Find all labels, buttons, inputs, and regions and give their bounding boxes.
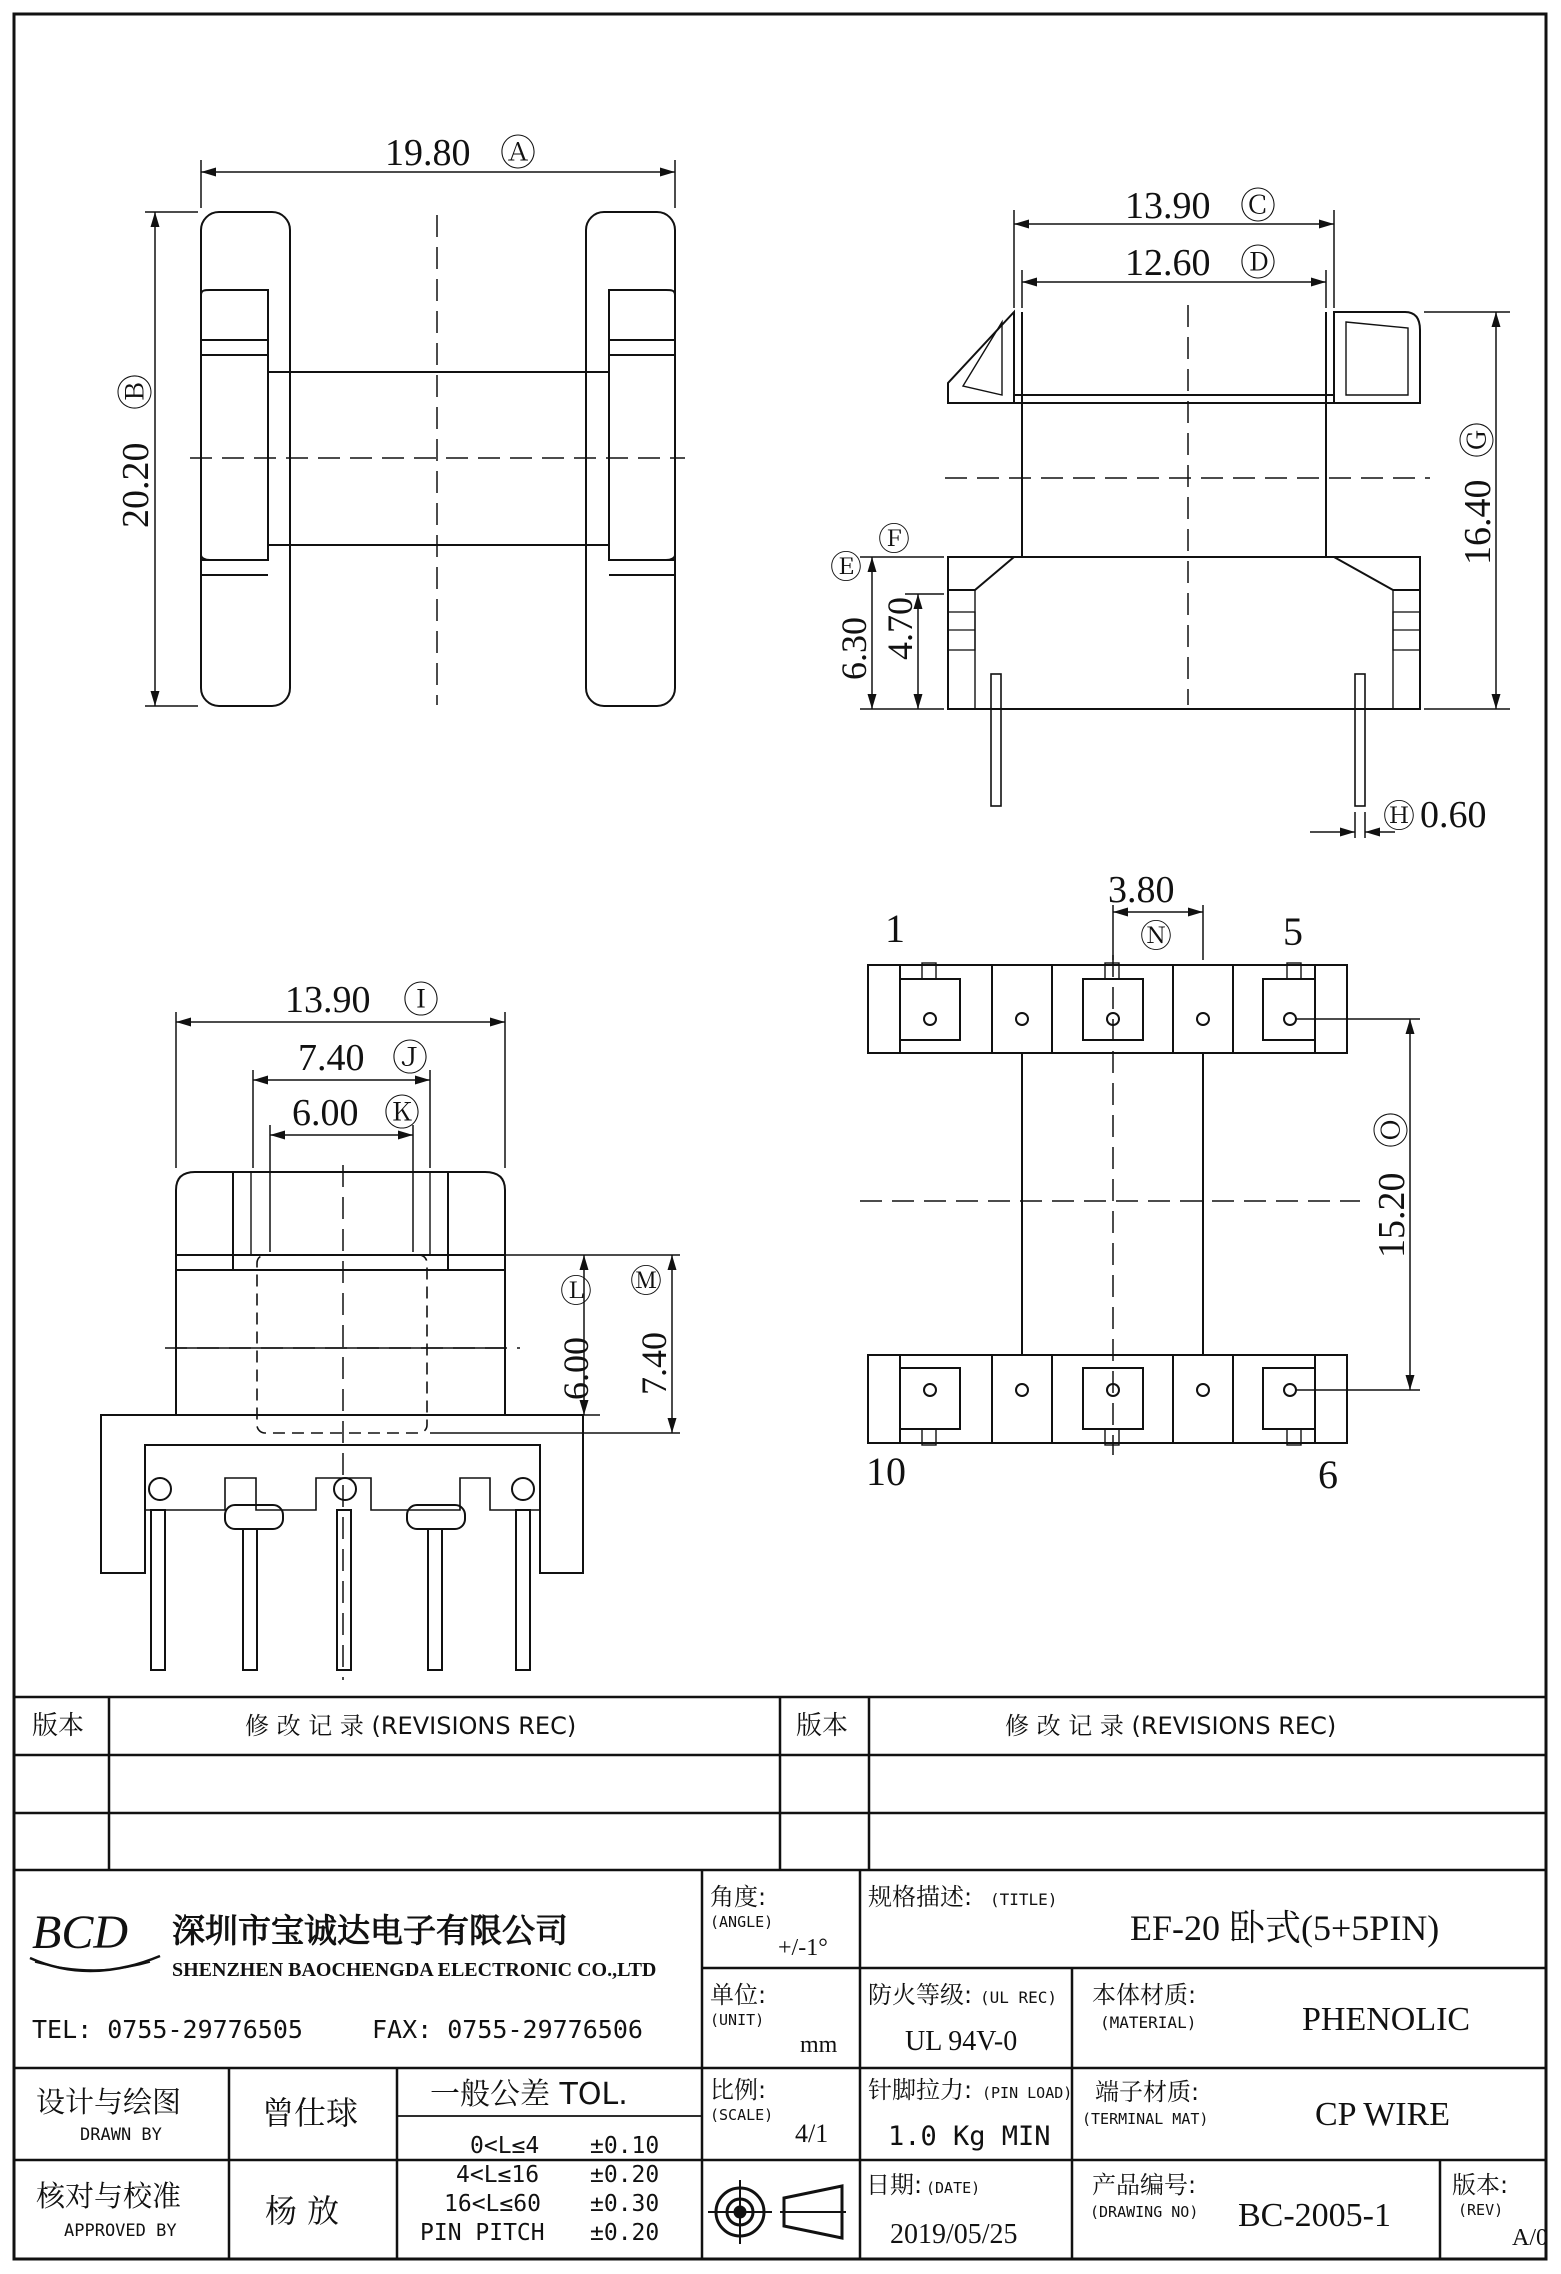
dim-L-value: 6.00 — [556, 1337, 596, 1400]
projection-symbol-icon — [708, 2180, 846, 2244]
terminal-label-en: (TERMINAL MAT) — [1082, 2110, 1209, 2128]
material-label-en: (MATERIAL) — [1100, 2013, 1197, 2032]
dim-G-value: 16.40 — [1457, 479, 1499, 565]
ul-label-en: (UL REC) — [980, 1988, 1058, 2007]
dim-N-value: 3.80 — [1108, 869, 1175, 911]
terminal-value: CP WIRE — [1315, 2096, 1451, 2133]
drawn-by-label: 设计与绘图 — [36, 2085, 182, 2119]
tol-row-4-range: PIN PITCH — [420, 2220, 545, 2246]
dim-O-marker: Ⓞ — [1372, 1111, 1412, 1148]
pin-label-10: 10 — [866, 1449, 906, 1494]
pin-label-1: 1 — [885, 906, 905, 951]
dim-F-value: 4.70 — [880, 597, 920, 660]
tolerance-title: 一般公差 TOL. — [430, 2077, 628, 2112]
dim-E-marker: Ⓔ — [830, 549, 863, 585]
unit-label-en: (UNIT) — [710, 2011, 765, 2029]
material-label: 本体材质: — [1092, 1981, 1197, 2009]
dim-I-marker: Ⓘ — [403, 980, 440, 1020]
pin-label-6: 6 — [1318, 1452, 1338, 1497]
view-top-right — [860, 210, 1510, 838]
dim-K-marker: Ⓚ — [384, 1093, 421, 1133]
drawn-by-value: 曾仕球 — [262, 2094, 359, 2132]
dim-B-value: 20.20 — [115, 442, 157, 528]
title-value: EF-20 卧式(5+5PIN) — [1130, 1908, 1440, 1948]
date-value: 2019/05/25 — [890, 2219, 1018, 2250]
material-value: PHENOLIC — [1302, 2001, 1471, 2038]
rev-label-right: 版本 — [796, 1711, 849, 1741]
company-name-cn: 深圳市宝诚达电子有限公司 — [172, 1911, 568, 1950]
rev-value: A/0 — [1512, 2225, 1548, 2251]
dim-I-value: 13.90 — [285, 979, 371, 1021]
drawing-no-label: 产品编号: — [1092, 2171, 1197, 2199]
rev-label-en: (REV) — [1458, 2201, 1504, 2219]
dim-M-value: 7.40 — [634, 1332, 674, 1395]
rev-rec-left: 修 改 记 录 (REVISIONS REC) — [245, 1712, 577, 1740]
rev-label-left: 版本 — [32, 1711, 85, 1741]
drawn-by-label-en: DRAWN BY — [80, 2125, 162, 2145]
dim-B-marker: Ⓑ — [116, 373, 156, 410]
dim-L-marker: Ⓛ — [560, 1273, 593, 1309]
scale-label: 比例: — [710, 2076, 767, 2104]
date-label: 日期: — [866, 2171, 923, 2199]
tol-row-4-value: ±0.20 — [590, 2220, 660, 2246]
tol-row-2-range: 4<L≤16 — [456, 2162, 540, 2188]
scale-value: 4/1 — [795, 2119, 829, 2148]
tol-row-1-value: ±0.10 — [590, 2133, 660, 2159]
dim-O-value: 15.20 — [1371, 1172, 1413, 1258]
pinload-label-en: (PIN LOAD) — [982, 2084, 1073, 2102]
dim-C-value: 13.90 — [1125, 185, 1211, 227]
ul-value: UL 94V-0 — [905, 2026, 1018, 2057]
dim-H-marker: Ⓗ — [1383, 798, 1416, 834]
scale-label-en: (SCALE) — [710, 2106, 774, 2124]
rev-label: 版本: — [1452, 2171, 1509, 2199]
tol-row-1-range: 0<L≤4 — [470, 2133, 540, 2159]
approved-by-label-en: APPROVED BY — [64, 2221, 177, 2241]
dim-N-marker: Ⓝ — [1140, 918, 1173, 954]
dim-A-marker: Ⓐ — [500, 133, 537, 173]
tol-row-3-value: ±0.30 — [590, 2191, 660, 2217]
approved-by-value: 杨 放 — [265, 2192, 340, 2230]
dim-E-value: 6.30 — [834, 617, 874, 680]
pin-label-5: 5 — [1283, 909, 1303, 954]
drawing-no-value: BC-2005-1 — [1238, 2197, 1391, 2234]
dim-A-value: 19.80 — [385, 132, 471, 174]
pinload-value: 1.0 Kg MIN — [888, 2121, 1051, 2152]
unit-value: mm — [800, 2032, 838, 2058]
dim-M-marker: Ⓜ — [630, 1263, 663, 1299]
dim-F-marker: Ⓕ — [878, 521, 911, 557]
title-label: 规格描述: — [868, 1883, 973, 1911]
terminal-label: 端子材质: — [1095, 2078, 1200, 2106]
dim-K-value: 6.00 — [292, 1092, 359, 1134]
angle-label-en: (ANGLE) — [710, 1913, 774, 1931]
logo-text: BCD — [32, 1906, 128, 1959]
view-bottom-right — [860, 905, 1420, 1455]
dim-D-value: 12.60 — [1125, 242, 1211, 284]
drawing-no-label-en: (DRAWING NO) — [1090, 2203, 1199, 2221]
company-name-en: SHENZHEN BAOCHENGDA ELECTRONIC CO.,LTD — [172, 1959, 657, 1981]
dim-G-marker: Ⓖ — [1458, 421, 1498, 458]
angle-value: +/-1° — [778, 1935, 828, 1961]
company-tel: TEL: 0755-29776505 — [32, 2015, 303, 2044]
dim-J-marker: Ⓙ — [392, 1038, 429, 1078]
approved-by-label: 核对与校准 — [36, 2179, 182, 2213]
unit-label: 单位: — [710, 1981, 767, 2009]
ul-label: 防火等级: — [868, 1981, 973, 2009]
rev-rec-right: 修 改 记 录 (REVISIONS REC) — [1005, 1712, 1337, 1740]
company-fax: FAX: 0755-29776506 — [372, 2015, 643, 2044]
angle-label: 角度: — [710, 1883, 767, 1911]
dim-H-value: 0.60 — [1420, 794, 1487, 836]
date-label-en: (DATE) — [926, 2179, 981, 2197]
view-top-left — [145, 160, 685, 706]
pinload-label: 针脚拉力: — [868, 2076, 973, 2104]
company-logo — [30, 1906, 160, 1971]
tol-row-2-value: ±0.20 — [590, 2162, 660, 2188]
dim-D-marker: Ⓓ — [1240, 243, 1277, 283]
title-label-en: (TITLE) — [990, 1890, 1058, 1909]
tol-row-3-range: 16<L≤60 — [444, 2191, 541, 2217]
dim-J-value: 7.40 — [298, 1037, 365, 1079]
dim-C-marker: Ⓒ — [1240, 186, 1277, 226]
